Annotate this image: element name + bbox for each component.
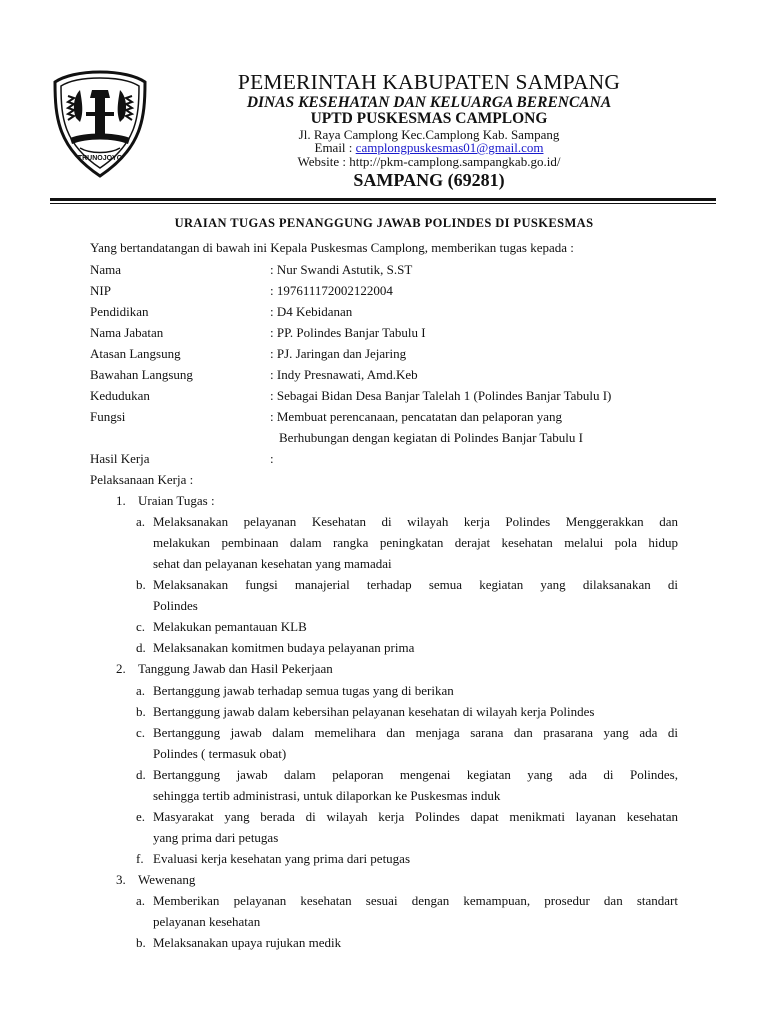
list-item-line: Melaksanakan komitmen budaya pelayanan prima [153, 640, 415, 655]
email-label: Email : [314, 140, 356, 155]
field-value-fungsi: : Membuat perencanaan, pencatatan dan pelaporan yang [270, 409, 562, 424]
section-title: Tanggung Jawab dan Hasil Pekerjaan [138, 661, 333, 676]
list-item-line: Masyarakat yang berada di wilayah kerja Polindes dapat menikmati layanan kesehatan [153, 809, 678, 824]
field-label-atasan: Atasan Langsung [90, 346, 181, 361]
list-item-mark: e. [136, 809, 146, 824]
sampang-emblem-logo [50, 68, 150, 180]
field-value-fungsi-cont: Berhubungan dengan kegiatan di Polindes Banjar Tabulu I [279, 430, 583, 445]
list-item-line: Polindes ( termasuk obat) [153, 746, 287, 761]
field-label-kedudukan: Kedudukan [90, 388, 150, 403]
field-label-jabatan: Nama Jabatan [90, 325, 164, 340]
list-item-mark: b. [136, 935, 146, 950]
list-item-line: Memberikan pelayanan kesehatan sesuai dengan kemampuan, prosedur dan standart [153, 893, 678, 908]
field-value-pendidikan: : D4 Kebidanan [270, 304, 353, 319]
field-label-nama: Nama [90, 262, 122, 277]
list-item-mark: a. [136, 514, 146, 529]
field-label-pendidikan: Pendidikan [90, 304, 149, 319]
field-value-kedudukan: : Sebagai Bidan Desa Banjar Talelah 1 (Polindes Banjar Tabulu I) [270, 388, 612, 403]
list-item-mark: a. [136, 683, 146, 698]
field-label-hasil-kerja: Hasil Kerja [90, 451, 150, 466]
list-item-mark: c. [136, 725, 146, 740]
pelaksanaan-kerja-label: Pelaksanaan Kerja : [90, 472, 194, 487]
list-item-line: Melaksanakan upaya rujukan medik [153, 935, 342, 950]
list-item-mark: d. [136, 767, 146, 782]
letterhead-government: PEMERINTAH KABUPATEN SAMPANG [237, 70, 621, 94]
list-item-mark: f. [136, 851, 144, 866]
field-value-bawahan: : Indy Presnawati, Amd.Keb [270, 367, 418, 382]
list-item-mark: d. [136, 640, 146, 655]
list-item-line: melakukan pembinaan dalam rangka peningkatan derajat kesehatan melalui pola hidup [153, 535, 678, 550]
letterhead-department: DINAS KESEHATAN DAN KELUARGA BERENCANA [246, 94, 612, 111]
field-label-fungsi: Fungsi [90, 409, 126, 424]
list-item-mark: b. [136, 577, 146, 592]
list-item-line: yang prima dari petugas [153, 830, 279, 845]
letterhead-website: Website : http://pkm-camplong.sampangkab.go.id/ [297, 154, 561, 169]
section-number: 1. [116, 493, 126, 508]
list-item-mark: c. [136, 619, 146, 634]
logo-text: TRUNOJOYO [77, 155, 123, 162]
list-item-line: Melakukan pemantauan KLB [153, 619, 307, 634]
section-title: Wewenang [138, 872, 196, 887]
field-value-hasil-kerja: : [270, 451, 274, 466]
section-number: 3. [116, 872, 126, 887]
list-item-line: Evaluasi kerja kesehatan yang prima dari petugas [153, 851, 411, 866]
list-item-line: Polindes [153, 598, 198, 613]
field-value-nip: : 197611172002122004 [270, 283, 393, 298]
letterhead-divider-thin [50, 203, 716, 204]
list-item-mark: a. [136, 893, 146, 908]
letterhead-unit: UPTD PUSKESMAS CAMPLONG [310, 110, 548, 127]
document-title: URAIAN TUGAS PENANGGUNG JAWAB POLINDES DI PUSKESMAS [174, 216, 594, 230]
section-number: 2. [116, 661, 126, 676]
list-item-line: Bertanggung jawab dalam kebersihan pelayanan kesehatan di wilayah kerja Polindes [153, 704, 595, 719]
list-item-line: Bertanggung jawab dalam pelaporan mengenai kegiatan yang ada di Polindes, [153, 767, 678, 782]
intro-text: Yang bertandatangan di bawah ini Kepala Puskesmas Camplong, memberikan tugas kepada : [90, 240, 574, 255]
list-item-line: Melaksanakan fungsi manajerial terhadap semua kegiatan yang dilaksanakan di [153, 577, 678, 592]
field-label-bawahan: Bawahan Langsung [90, 367, 193, 382]
list-item-line: Bertanggung jawab dalam memelihara dan menjaga sarana dan prasarana yang ada di [153, 725, 678, 740]
list-item-mark: b. [136, 704, 146, 719]
list-item-line: sehingga tertib administrasi, untuk dilaporkan ke Puskesmas induk [153, 788, 501, 803]
field-value-nama: : Nur Swandi Astutik, S.ST [270, 262, 413, 277]
field-value-jabatan: : PP. Polindes Banjar Tabulu I [270, 325, 426, 340]
list-item-line: pelayanan kesehatan [153, 914, 261, 929]
list-item-line: Bertanggung jawab terhadap semua tugas yang di berikan [153, 683, 454, 698]
email-link[interactable]: camplongpuskesmas01@gmail.com [355, 140, 544, 155]
section-title: Uraian Tugas : [138, 493, 215, 508]
field-label-nip: NIP [90, 283, 111, 298]
letterhead-address: Jl. Raya Camplong Kec.Camplong Kab. Sampang [298, 127, 560, 142]
letterhead-city: SAMPANG (69281) [353, 170, 505, 190]
list-item-line: sehat dan pelayanan kesehatan yang mamadai [153, 556, 392, 571]
field-value-atasan: : PJ. Jaringan dan Jejaring [270, 346, 407, 361]
letterhead-divider-thick [50, 198, 716, 201]
list-item-line: Melaksanakan pelayanan Kesehatan di wilayah kerja Polindes Menggerakkan dan [153, 514, 678, 529]
